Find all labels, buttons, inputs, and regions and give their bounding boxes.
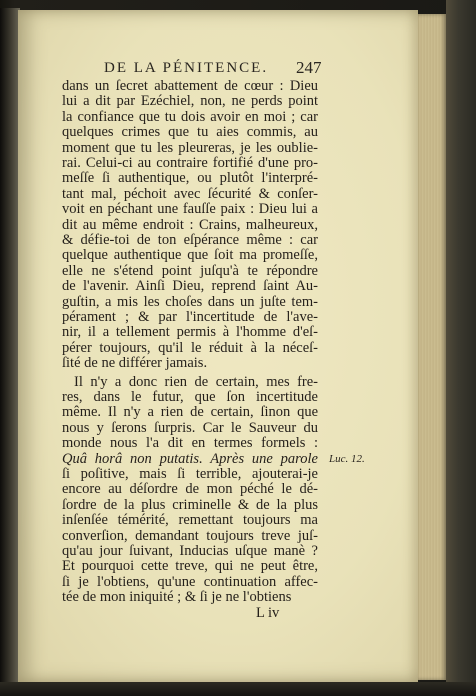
text-line: converſion, demandant toujours treve juſ-: [62, 527, 318, 544]
text-line: dans un ſecret abattement de cœur : Dieu: [62, 78, 318, 94]
margin-note: Luc. 12.: [329, 452, 365, 465]
text-line: tant mal, péchoit avec ſécurité & conſer-: [62, 185, 318, 202]
text-line: la confiance que tu dois avoir en moi ; car: [62, 108, 318, 125]
text-line: voit en péchant une fauſſe paix : Dieu lui a: [62, 201, 318, 218]
text-line: quelques crimes que tu aies commis, au: [62, 124, 318, 141]
text-line: rai. Celui-ci au contraire fortifié d'une pro-: [62, 155, 318, 171]
page-number: 247: [296, 58, 322, 77]
text-line: elle ne s'étend point juſqu'à te répondre: [62, 262, 318, 279]
text-line: inſenſée témérité, remettant toujours ma: [62, 512, 318, 529]
text-line: pérer toujours, qu'il le réduit à la néceſ-: [62, 339, 318, 356]
text-line: lui a dit par Ezéchiel, non, ne perds point: [62, 93, 318, 110]
text-line: dit au même endroit : Crains, malheureux,: [62, 216, 318, 233]
catchword: L iv: [256, 604, 280, 621]
text-line: tée de mon iniquité ; & ſi je ne l'obtiens: [62, 589, 292, 606]
text-line: nous y ſerons ſurpris. Car le Sauveur du: [62, 419, 318, 436]
text-line: Et pourquoi cette treve, qui ne peut être,: [62, 558, 318, 575]
text-line: pérament ; & par l'incertitude de l'ave-: [62, 309, 318, 325]
text-line: res, dans le futur, que ſon incertitude: [62, 389, 318, 405]
text-line: ſité de ne différer jamais.: [62, 355, 208, 372]
text-line: guſtin, a mis les choſes dans un juſte tem-: [62, 293, 318, 310]
text-line: même. Il n'y a rien de certain, ſinon que: [62, 404, 318, 421]
text-line: ſi je l'obtiens, qu'une continuation affec-: [62, 573, 318, 590]
text-line: moment que tu les pleureras, je les oublie-: [62, 139, 318, 156]
text-line: Quâ horâ non putatis. Après une parole: [62, 450, 318, 467]
book-spine-left: [0, 8, 20, 688]
text-line: encore au déſordre de mon péché le dé-: [62, 481, 318, 498]
text-line: & défie-toi de ton eſpérance même : car: [62, 232, 318, 248]
text-line: qu'au jour ſuivant, Inducias uſque manè ?: [62, 543, 318, 559]
text-line: Il n'y a donc rien de certain, mes fre-: [74, 373, 318, 390]
text-line: quelque authentique que ſoit ma promeſſe,: [62, 247, 318, 264]
text-line: nir, il a tellement permis à l'homme d'eſ-: [62, 324, 318, 341]
book-cover-right: [446, 0, 476, 696]
running-title: DE LA PÉNITENCE.: [104, 60, 269, 76]
page-fore-edge: [418, 14, 446, 680]
text-line: monde nous l'a dit en termes formels :: [62, 435, 318, 452]
text-line: ſi poſitive, mais ſi terrible, ajouterai-je: [62, 466, 318, 482]
text-line: de l'avenir. Ainſi Dieu, reprend ſaint Au-: [62, 278, 318, 295]
text-line: meſſe ſi authentique, ou plutôt l'interpré-: [62, 170, 318, 187]
text-line: ſordre de la plus criminelle & de la plus: [62, 496, 318, 513]
book-cover-bottom: [0, 682, 476, 696]
